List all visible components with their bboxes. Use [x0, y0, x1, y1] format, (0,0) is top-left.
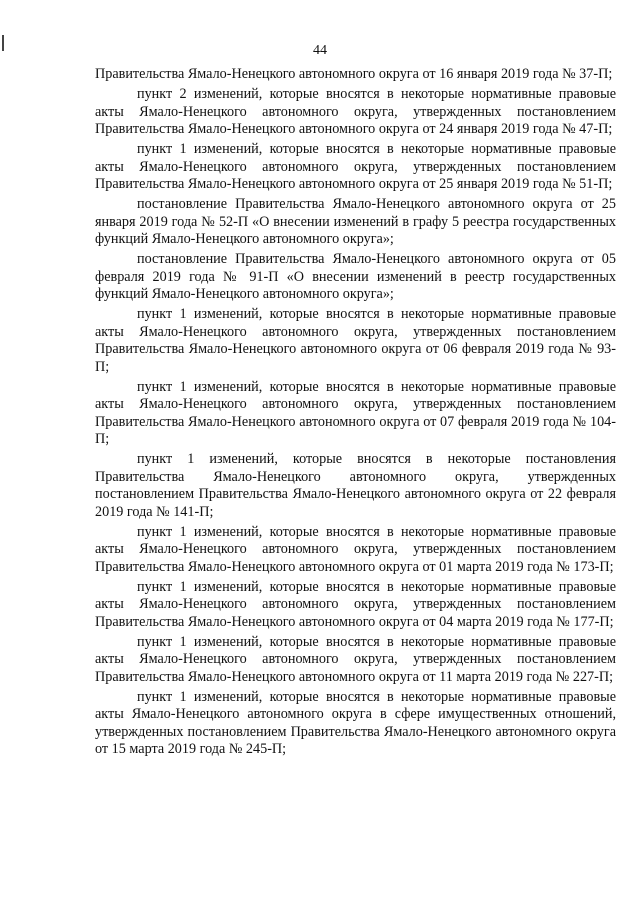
paragraph: постановление Правительства Ямало-Ненецкого автономного округа от 25 января 2019 года № 52-П «О внесении изменений в графу 5 реестра государственных функций Ямало-Ненецкого автономного округа»; [95, 196, 616, 247]
paragraph: пункт 1 изменений, которые вносятся в некоторые нормативные правовые акты Ямало-Ненецкого автономного округа, утвержденных постановлением Правительства Ямало-Ненецкого автономного округа от 01 марта 2019 года № 173-П; [95, 523, 616, 575]
paragraph: постановление Правительства Ямало-Ненецкого автономного округа от 05 февраля 2019 года № 91-П «О внесении изменений в реестр государственных функций Ямало-Ненецкого автономного округа»; [95, 251, 616, 302]
document-body [95, 66, 616, 761]
paragraph: пункт 1 изменений, которые вносятся в некоторые нормативные правовые акты Ямало-Ненецкого автономного округа, утвержденных постановлением Правительства Ямало-Ненецкого автономного округа от 25 января 2019 года № 51-П; [95, 141, 616, 192]
paragraph: пункт 1 изменений, которые вносятся в некоторые нормативные правовые акты Ямало-Ненецкого автономного округа в сфере имущественных отношений, утвержденных постановлением Правительства Ямало-Ненецкого автономного округа от 15 марта 2019 года № 245-П; [95, 688, 616, 757]
paragraph: пункт 1 изменений, которые вносятся в некоторые нормативные правовые акты Ямало-Ненецкого автономного округа, утвержденных постановлением Правительства Ямало-Ненецкого автономного округа от 11 марта 2019 года № 227-П; [95, 633, 616, 685]
page-number: 44 [313, 43, 327, 58]
paragraph: пункт 1 изменений, которые вносятся в некоторые нормативные правовые акты Ямало-Ненецкого автономного округа, утвержденных постановлением Правительства Ямало-Ненецкого автономного округа от 04 марта 2019 года № 177-П; [95, 578, 616, 630]
paragraph: Правительства Ямало-Ненецкого автономного округа от 16 января 2019 года № 37-П; [95, 66, 613, 82]
paragraph: пункт 2 изменений, которые вносятся в некоторые нормативные правовые акты Ямало-Ненецкого автономного округа, утвержденных постановлением Правительства Ямало-Ненецкого автономного округа от 24 января 2019 года № 47-П; [95, 86, 616, 137]
paragraph: пункт 1 изменений, которые вносятся в некоторые нормативные правовые акты Ямало-Ненецкого автономного округа, утвержденных постановлением Правительства Ямало-Ненецкого автономного округа от 06 февраля 2019 года № 93-П; [95, 306, 616, 375]
paragraph: пункт 1 изменений, которые вносятся в некоторые нормативные правовые акты Ямало-Ненецкого автономного округа, утвержденных постановлением Правительства Ямало-Ненецкого автономного округа от 07 февраля 2019 года № 104-П; [95, 378, 616, 447]
paragraph: пункт 1 изменений, которые вносятся в некоторые постановления Правительства Ямало-Ненецкого автономного округа, утвержденных постановлением Правительства Ямало-Ненецкого автономного округа от 22 февраля 2019 года № 141-П; [95, 451, 616, 520]
